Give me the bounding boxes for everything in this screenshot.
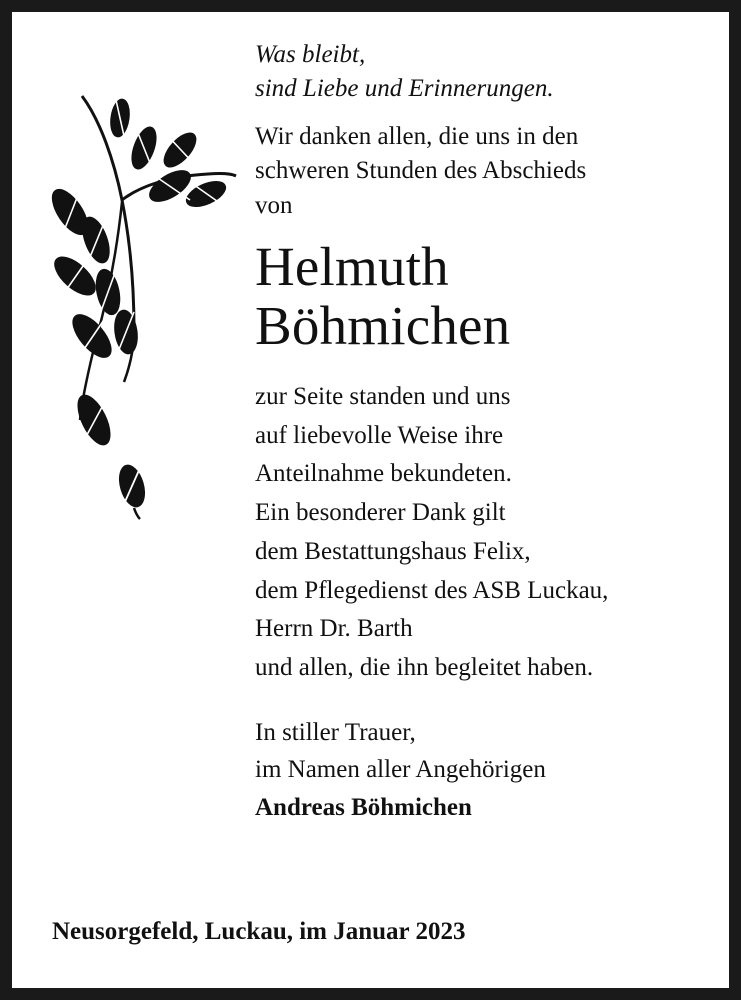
deceased-name — [255, 237, 723, 356]
signature-name: Andreas Böhmichen — [255, 793, 472, 821]
epitaph — [255, 38, 723, 106]
thanks-body-line: auf liebevolle Weise ihre — [255, 421, 504, 449]
epitaph-line: Was bleibt, — [255, 41, 366, 68]
place-and-date: Neusorgefeld, Luckau, im Januar 2023 — [52, 918, 466, 945]
deceased-first-name: Helmuth — [255, 236, 449, 297]
thanks-body-line: Anteilnahme bekundeten. — [255, 460, 512, 488]
epitaph-line: sind Liebe und Erinnerungen. — [255, 74, 554, 102]
thanks-intro — [255, 120, 723, 224]
deceased-last-name: Böhmichen — [255, 295, 511, 357]
closing-block — [255, 714, 723, 827]
birch-branch-illustration — [30, 90, 240, 520]
notice-text-column — [255, 38, 723, 826]
closing-line: im Namen aller Angehörigen — [255, 756, 546, 784]
thanks-body-line: Herrn Dr. Barth — [255, 615, 413, 643]
thanks-body-line: Ein besonderer Dank gilt — [255, 499, 506, 527]
thanks-body-line: zur Seite standen und uns — [255, 382, 511, 410]
closing-line: In stiller Trauer, — [255, 718, 416, 746]
thanks-body-line: und allen, die ihn begleitet haben. — [255, 654, 594, 682]
thanks-body-line: dem Bestattungshaus Felix, — [255, 537, 531, 565]
thanks-intro-line: von — [255, 191, 293, 219]
thanks-intro-line: schweren Stunden des Abschieds — [255, 157, 587, 184]
thanks-body-line: dem Pflegedienst des ASB Luckau, — [255, 576, 609, 604]
thanks-body — [255, 378, 723, 688]
falling-leaf-illustration — [108, 460, 158, 520]
thanks-intro-line: Wir danken allen, die uns in den — [255, 122, 579, 150]
notice-inner — [12, 12, 729, 988]
